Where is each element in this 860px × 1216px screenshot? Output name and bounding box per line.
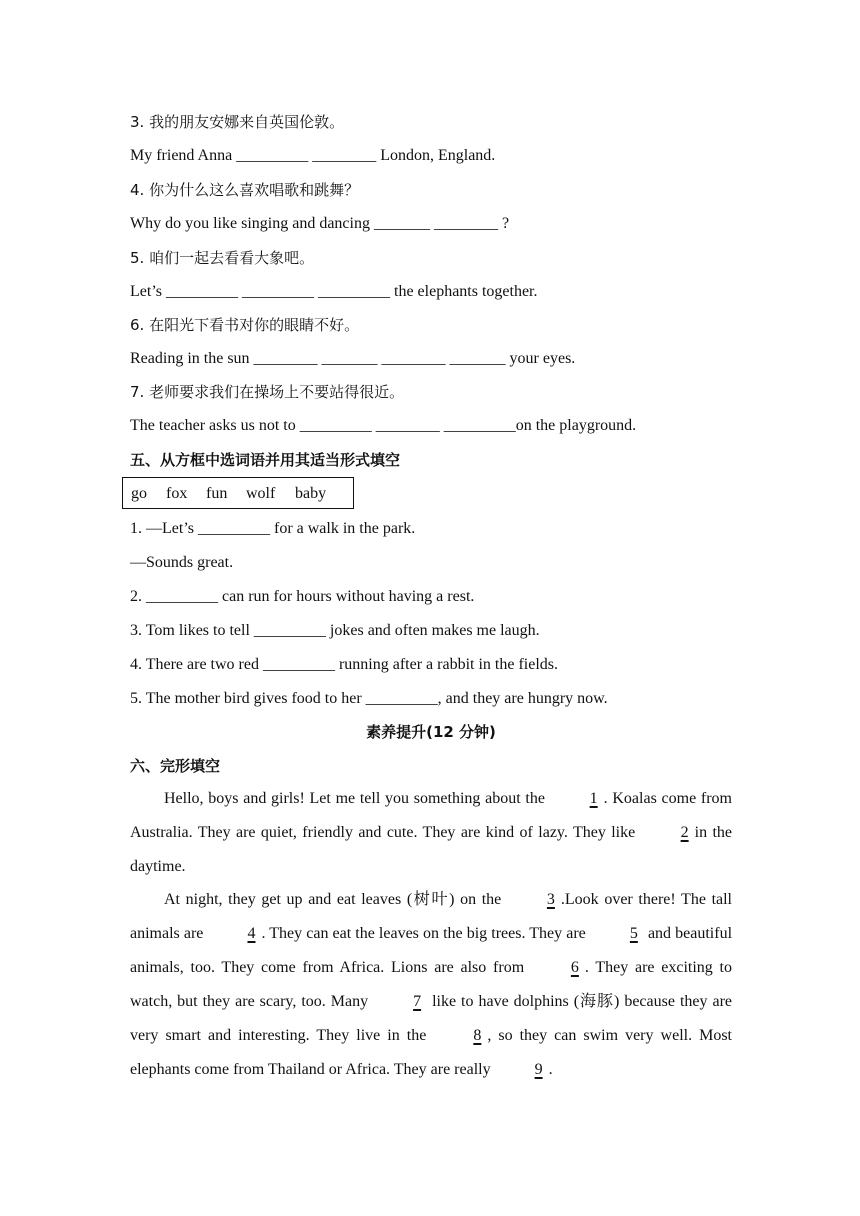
translation-prompt-5: 5. 咱们一起去看看大象吧。 xyxy=(130,249,315,267)
cloze-text: . Koalas come from Australia. They are quiet, friendly and cute. They are kind of lazy. They like xyxy=(130,790,732,841)
translation-sentence-4: Why do you like singing and dancing _______ ________ ? xyxy=(130,215,510,232)
word-box xyxy=(122,477,354,509)
translation-sentence-3: My friend Anna _________ ________ London, England. xyxy=(130,147,496,164)
cloze-text: , so they can swim very well. Most elephants come from Thailand or Africa. They are really xyxy=(130,1027,732,1078)
cloze-blank-7: 7 xyxy=(413,993,422,1010)
cloze-blank-9: 9 xyxy=(534,1061,543,1078)
cloze-blank-4: 4 xyxy=(247,925,256,942)
cloze-blank-1: 1 xyxy=(589,790,598,807)
cloze-text: .Look over there! The tall animals are xyxy=(130,891,733,942)
cloze-text: . xyxy=(548,1061,553,1078)
cloze-blank-3: 3 xyxy=(546,891,555,908)
fill-item-5: 5. The mother bird gives food to her _________, and they are hungry now. xyxy=(130,690,608,707)
cloze-text: in the daytime. xyxy=(130,824,733,875)
cloze-blank-2: 2 xyxy=(680,824,689,841)
translation-prompt-7: 7. 老师要求我们在操场上不要站得很近。 xyxy=(130,383,405,401)
section6-title: 六、完形填空 xyxy=(130,757,221,775)
translation-sentence-6: Reading in the sun ________ _______ ________ _______ your eyes. xyxy=(130,350,576,367)
cloze-paragraph-1 xyxy=(130,782,732,884)
cloze-blank-6: 6 xyxy=(570,959,579,976)
cloze-text: and beautiful animals, too. They come from Africa. Lions are also from xyxy=(130,925,733,976)
fill-item-1: 1. —Let’s _________ for a walk in the park. xyxy=(130,520,416,537)
cloze-text: . They can eat the leaves on the big trees. They are xyxy=(261,925,590,942)
translation-prompt-6: 6. 在阳光下看书对你的眼睛不好。 xyxy=(130,316,360,334)
translation-sentence-5: Let’s _________ _________ _________ the elephants together. xyxy=(130,283,538,300)
section5-title: 五、从方框中选词语并用其适当形式填空 xyxy=(130,451,401,469)
cloze-text: . They are exciting to watch, but they are scary, too. Many xyxy=(130,959,732,1010)
translation-prompt-3: 3. 我的朋友安娜来自英国伦敦。 xyxy=(130,113,345,131)
cloze-text: Hello, boys and girls! Let me tell you something about the xyxy=(164,790,550,807)
cloze-blank-5: 5 xyxy=(629,925,638,942)
fill-item-4: 4. There are two red _________ running after a rabbit in the fields. xyxy=(130,656,559,673)
word-box-item: fox xyxy=(166,485,188,502)
word-box-item: baby xyxy=(295,485,327,502)
translation-sentence-7: The teacher asks us not to _________ ________ _________on the playground. xyxy=(130,417,637,434)
translation-prompt-4: 4. 你为什么这么喜欢唱歌和跳舞？ xyxy=(130,181,360,199)
fill-item-2: 2. _________ can run for hours without having a rest. xyxy=(130,588,475,605)
word-box-item: go xyxy=(131,485,147,502)
fill-item-1-reply: —Sounds great. xyxy=(130,554,234,571)
cloze-text: At night, they get up and eat leaves (树叶) on the xyxy=(164,891,507,908)
fill-item-3: 3. Tom likes to tell _________ jokes and often makes me laugh. xyxy=(130,622,540,639)
word-box-item: wolf xyxy=(246,485,276,502)
cloze-text: like to have dolphins (海豚) because they are very smart and interesting. They live in the xyxy=(130,993,732,1044)
cloze-paragraph-2 xyxy=(130,883,732,1087)
cloze-blank-8: 8 xyxy=(473,1027,482,1044)
part-heading: 素养提升(12 分钟) xyxy=(366,723,496,741)
word-box-item: fun xyxy=(206,485,228,502)
